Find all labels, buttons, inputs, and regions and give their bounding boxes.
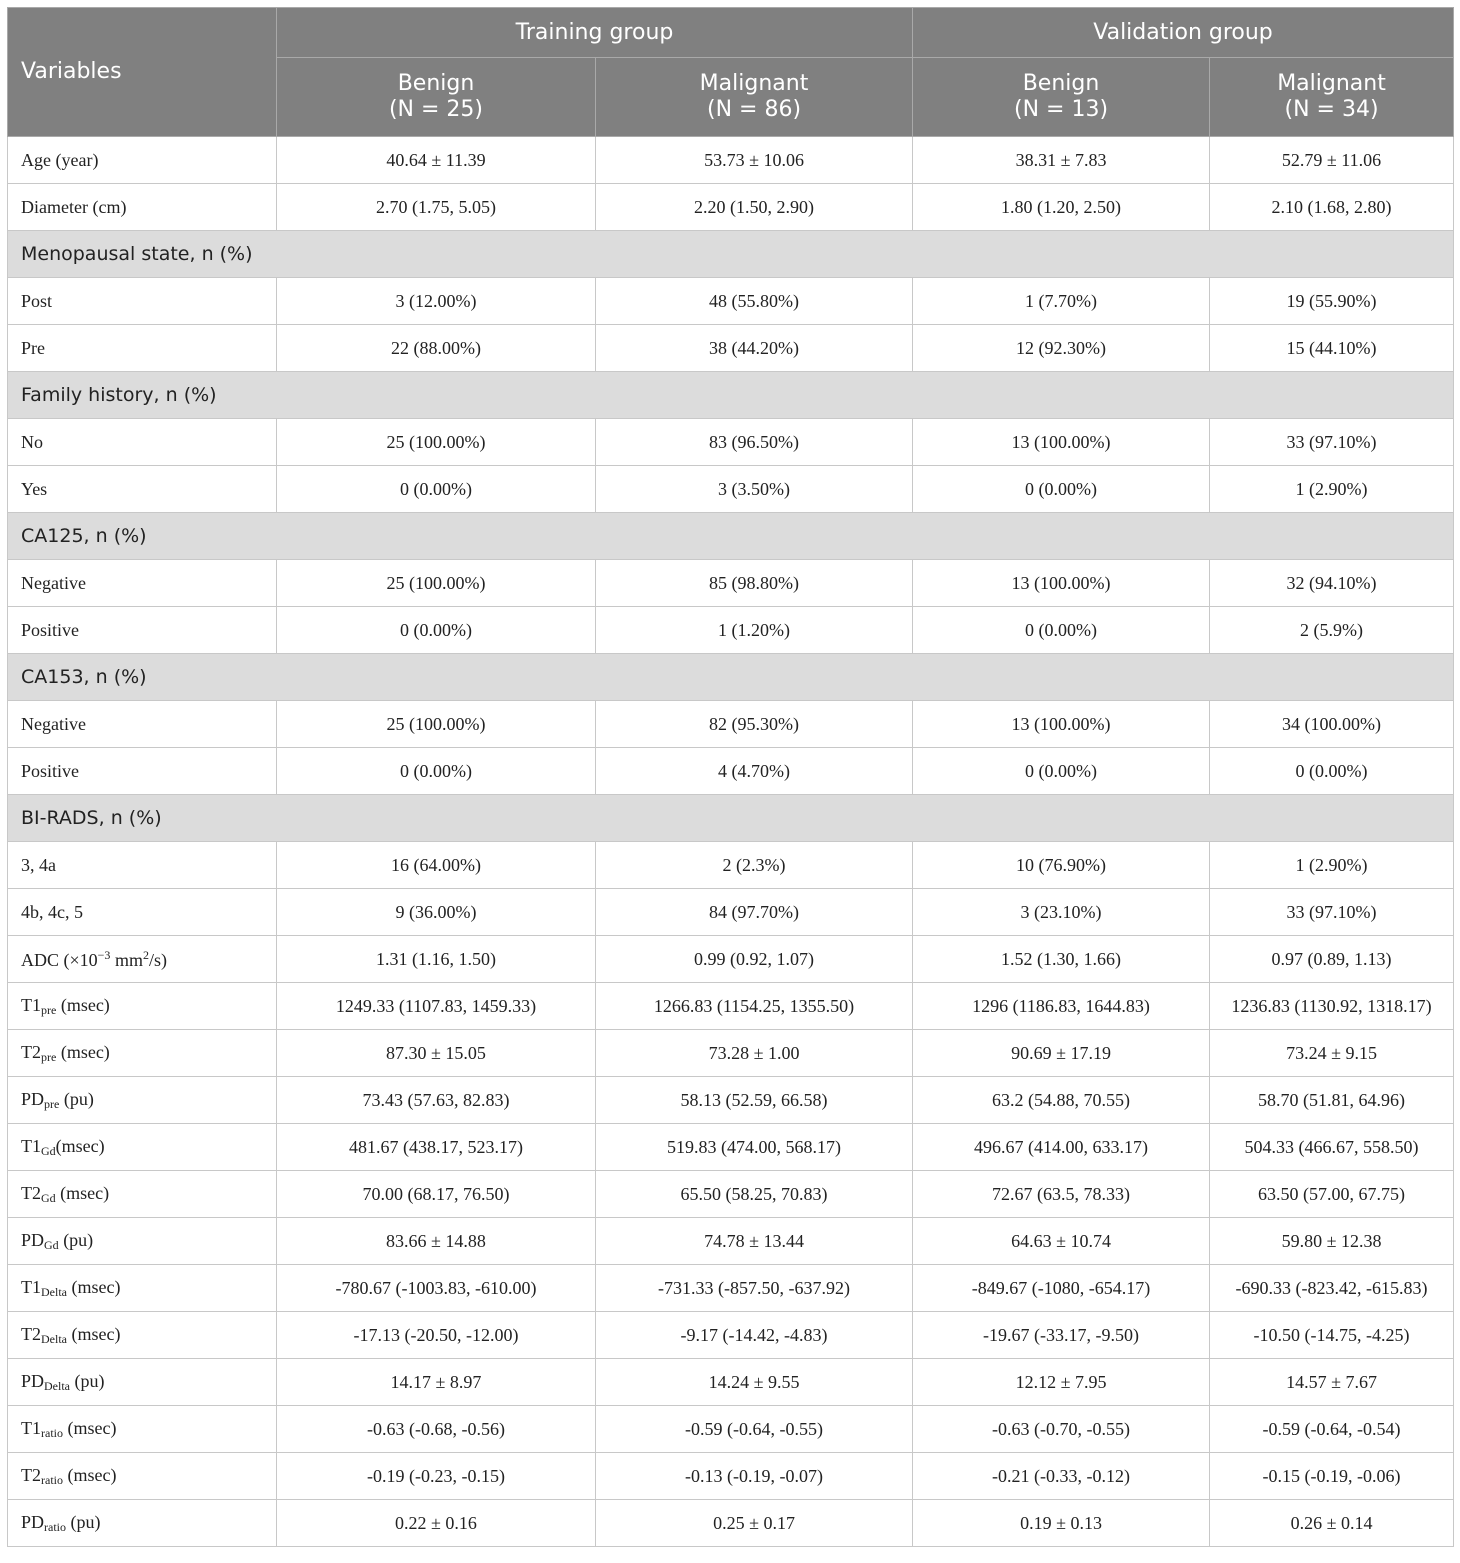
variable-unit: (pu) (58, 1229, 94, 1250)
col-n: (N = 86) (706, 97, 802, 122)
col-label: Malignant (699, 71, 809, 96)
value-cell: -0.13 (-0.19, -0.07) (596, 1453, 913, 1500)
value-cell: 13 (100.00%) (913, 560, 1210, 607)
table-row (8, 325, 1454, 372)
value-cell: 2.70 (1.75, 5.05) (277, 184, 596, 231)
table-body (8, 137, 1454, 1547)
value-cell: 3 (12.00%) (277, 278, 596, 325)
value-cell: 1 (2.90%) (1210, 842, 1454, 889)
table-row (8, 1312, 1454, 1359)
variable-superscript: 2 (142, 947, 149, 962)
value-cell: 52.79 ± 11.06 (1210, 137, 1454, 184)
variable-base: T1 (21, 1135, 41, 1156)
variable-name: No (8, 419, 277, 466)
value-cell: 4 (4.70%) (596, 748, 913, 795)
variable-subscript: Gd (41, 1143, 56, 1158)
value-cell: 13 (100.00%) (913, 701, 1210, 748)
value-cell: 19 (55.90%) (1210, 278, 1454, 325)
variable-name (8, 1312, 277, 1359)
variable-name: Negative (8, 701, 277, 748)
variable-unit: (pu) (70, 1370, 105, 1391)
col-n: (N = 13) (1013, 97, 1109, 122)
value-cell: 48 (55.80%) (596, 278, 913, 325)
value-cell: 25 (100.00%) (277, 419, 596, 466)
variable-base: T2 (21, 1041, 41, 1062)
value-cell: 10 (76.90%) (913, 842, 1210, 889)
value-cell: 1266.83 (1154.25, 1355.50) (596, 983, 913, 1030)
variable-name (8, 1359, 277, 1406)
table-row (8, 1218, 1454, 1265)
value-cell: -690.33 (-823.42, -615.83) (1210, 1265, 1454, 1312)
table-row (8, 701, 1454, 748)
value-cell: 0.22 ± 0.16 (277, 1500, 596, 1547)
variable-subscript: Gd (44, 1237, 59, 1252)
col-header-training-benign (277, 58, 596, 137)
value-cell: 63.2 (54.88, 70.55) (913, 1077, 1210, 1124)
value-cell: 481.67 (438.17, 523.17) (277, 1124, 596, 1171)
table-row (8, 1171, 1454, 1218)
variable-subscript: Delta (41, 1284, 67, 1299)
variable-unit: (pu) (66, 1511, 101, 1532)
value-cell: -731.33 (-857.50, -637.92) (596, 1265, 913, 1312)
value-cell: 0 (0.00%) (913, 607, 1210, 654)
variable-unit: (msec) (55, 1135, 105, 1156)
variable-name: Diameter (cm) (8, 184, 277, 231)
section-label: Menopausal state, n (%) (8, 231, 1454, 278)
variable-text: mm (110, 949, 143, 970)
value-cell: 83.66 ± 14.88 (277, 1218, 596, 1265)
value-cell: 14.17 ± 8.97 (277, 1359, 596, 1406)
variable-name (8, 1406, 277, 1453)
col-header-validation-malignant (1210, 58, 1454, 137)
value-cell: 58.13 (52.59, 66.58) (596, 1077, 913, 1124)
variable-subscript: pre (41, 1049, 57, 1064)
value-cell: 3 (3.50%) (596, 466, 913, 513)
header-row-groups (8, 8, 1454, 58)
variable-base: T2 (21, 1323, 41, 1344)
value-cell: 0 (0.00%) (277, 748, 596, 795)
value-cell: -780.67 (-1003.83, -610.00) (277, 1265, 596, 1312)
value-cell: 73.24 ± 9.15 (1210, 1030, 1454, 1077)
value-cell: 64.63 ± 10.74 (913, 1218, 1210, 1265)
variable-name (8, 1077, 277, 1124)
value-cell: 25 (100.00%) (277, 560, 596, 607)
section-row (8, 795, 1454, 842)
table-row (8, 842, 1454, 889)
value-cell: 1 (1.20%) (596, 607, 913, 654)
variable-subscript: ratio (41, 1472, 63, 1487)
value-cell: -9.17 (-14.42, -4.83) (596, 1312, 913, 1359)
variable-name: Negative (8, 560, 277, 607)
value-cell: 73.28 ± 1.00 (596, 1030, 913, 1077)
value-cell: 1.52 (1.30, 1.66) (913, 936, 1210, 983)
value-cell: -17.13 (-20.50, -12.00) (277, 1312, 596, 1359)
value-cell: 9 (36.00%) (277, 889, 596, 936)
table-row (8, 278, 1454, 325)
variable-text: ADC (×10 (21, 949, 98, 970)
variable-name (8, 1124, 277, 1171)
table-row (8, 1406, 1454, 1453)
col-n: (N = 25) (388, 97, 484, 122)
col-n: (N = 34) (1284, 97, 1379, 122)
value-cell: 0.97 (0.89, 1.13) (1210, 936, 1454, 983)
value-cell: -10.50 (-14.75, -4.25) (1210, 1312, 1454, 1359)
variables-header: Variables (8, 8, 277, 137)
variable-name (8, 1453, 277, 1500)
value-cell: 0.25 ± 0.17 (596, 1500, 913, 1547)
table-row (8, 184, 1454, 231)
value-cell: 0 (0.00%) (913, 748, 1210, 795)
variable-name (8, 983, 277, 1030)
value-cell: 12 (92.30%) (913, 325, 1210, 372)
variable-base: T1 (21, 1417, 41, 1438)
section-label: BI-RADS, n (%) (8, 795, 1454, 842)
variable-name: Positive (8, 748, 277, 795)
value-cell: 83 (96.50%) (596, 419, 913, 466)
table-row (8, 936, 1454, 983)
value-cell: 1.31 (1.16, 1.50) (277, 936, 596, 983)
variable-unit: (msec) (63, 1464, 117, 1485)
value-cell: 2.10 (1.68, 2.80) (1210, 184, 1454, 231)
value-cell: 1249.33 (1107.83, 1459.33) (277, 983, 596, 1030)
variable-base: PD (21, 1511, 45, 1532)
value-cell: 33 (97.10%) (1210, 419, 1454, 466)
value-cell: -0.59 (-0.64, -0.55) (596, 1406, 913, 1453)
value-cell: 40.64 ± 11.39 (277, 137, 596, 184)
variable-base: T2 (21, 1464, 41, 1485)
value-cell: 82 (95.30%) (596, 701, 913, 748)
table-header (8, 8, 1454, 137)
section-row (8, 231, 1454, 278)
value-cell: 12.12 ± 7.95 (913, 1359, 1210, 1406)
value-cell: 85 (98.80%) (596, 560, 913, 607)
table-row (8, 748, 1454, 795)
value-cell: 519.83 (474.00, 568.17) (596, 1124, 913, 1171)
value-cell: 15 (44.10%) (1210, 325, 1454, 372)
table-row (8, 419, 1454, 466)
value-cell: 0 (0.00%) (277, 466, 596, 513)
section-label: CA125, n (%) (8, 513, 1454, 560)
variable-base: T2 (21, 1182, 41, 1203)
variable-subscript: ratio (44, 1519, 67, 1534)
variable-name (8, 1265, 277, 1312)
value-cell: -0.19 (-0.23, -0.15) (277, 1453, 596, 1500)
value-cell: 73.43 (57.63, 82.83) (277, 1077, 596, 1124)
variable-base: PD (21, 1370, 45, 1391)
value-cell: 87.30 ± 15.05 (277, 1030, 596, 1077)
table-row (8, 560, 1454, 607)
variable-base: T1 (21, 994, 41, 1015)
section-row (8, 513, 1454, 560)
variable-name: Yes (8, 466, 277, 513)
variable-unit: (pu) (59, 1088, 94, 1109)
value-cell: 504.33 (466.67, 558.50) (1210, 1124, 1454, 1171)
table-row (8, 1265, 1454, 1312)
variable-name: Age (year) (8, 137, 277, 184)
value-cell: 2 (5.9%) (1210, 607, 1454, 654)
value-cell: 13 (100.00%) (913, 419, 1210, 466)
section-row (8, 372, 1454, 419)
value-cell: 0.19 ± 0.13 (913, 1500, 1210, 1547)
value-cell: 84 (97.70%) (596, 889, 913, 936)
col-header-training-malignant (596, 58, 913, 137)
validation-group-header: Validation group (913, 8, 1454, 58)
value-cell: 33 (97.10%) (1210, 889, 1454, 936)
variable-unit: (msec) (67, 1323, 121, 1344)
value-cell: 0.99 (0.92, 1.07) (596, 936, 913, 983)
clinical-characteristics-table (7, 7, 1454, 1547)
value-cell: -19.67 (-33.17, -9.50) (913, 1312, 1210, 1359)
table-row (8, 1500, 1454, 1547)
value-cell: 65.50 (58.25, 70.83) (596, 1171, 913, 1218)
variable-name (8, 936, 277, 983)
table-row (8, 607, 1454, 654)
section-row (8, 654, 1454, 701)
value-cell: -0.63 (-0.70, -0.55) (913, 1406, 1210, 1453)
value-cell: 14.24 ± 9.55 (596, 1359, 913, 1406)
variable-name: 3, 4a (8, 842, 277, 889)
value-cell: 0 (0.00%) (913, 466, 1210, 513)
value-cell: -849.67 (-1080, -654.17) (913, 1265, 1210, 1312)
table-row (8, 1453, 1454, 1500)
value-cell: 1.80 (1.20, 2.50) (913, 184, 1210, 231)
value-cell: -0.63 (-0.68, -0.56) (277, 1406, 596, 1453)
value-cell: 90.69 ± 17.19 (913, 1030, 1210, 1077)
value-cell: 74.78 ± 13.44 (596, 1218, 913, 1265)
variable-name (8, 1030, 277, 1077)
variable-base: T1 (21, 1276, 41, 1297)
training-group-header: Training group (277, 8, 913, 58)
variable-text: /s) (148, 949, 167, 970)
variable-name (8, 1171, 277, 1218)
variable-subscript: Delta (44, 1378, 71, 1393)
variable-subscript: pre (41, 1002, 57, 1017)
col-label: Malignant (1277, 71, 1386, 96)
variable-unit: (msec) (56, 994, 110, 1015)
table-row (8, 137, 1454, 184)
col-label: Benign (1022, 71, 1100, 96)
value-cell: 38 (44.20%) (596, 325, 913, 372)
table-row (8, 1359, 1454, 1406)
value-cell: 59.80 ± 12.38 (1210, 1218, 1454, 1265)
value-cell: 72.67 (63.5, 78.33) (913, 1171, 1210, 1218)
value-cell: 0.26 ± 0.14 (1210, 1500, 1454, 1547)
value-cell: 53.73 ± 10.06 (596, 137, 913, 184)
variable-superscript: −3 (97, 947, 111, 962)
variable-base: PD (21, 1088, 45, 1109)
variable-unit: (msec) (63, 1417, 117, 1438)
value-cell: 1 (2.90%) (1210, 466, 1454, 513)
value-cell: -0.59 (-0.64, -0.54) (1210, 1406, 1454, 1453)
section-label: Family history, n (%) (8, 372, 1454, 419)
value-cell: 0 (0.00%) (277, 607, 596, 654)
value-cell: 32 (94.10%) (1210, 560, 1454, 607)
variable-name: Positive (8, 607, 277, 654)
variable-name (8, 1218, 277, 1265)
col-header-validation-benign (913, 58, 1210, 137)
value-cell: 0 (0.00%) (1210, 748, 1454, 795)
variable-unit: (msec) (55, 1182, 110, 1203)
value-cell: 58.70 (51.81, 64.96) (1210, 1077, 1454, 1124)
table-row (8, 1124, 1454, 1171)
variable-name: Pre (8, 325, 277, 372)
value-cell: -0.21 (-0.33, -0.12) (913, 1453, 1210, 1500)
variable-name: Post (8, 278, 277, 325)
value-cell: 25 (100.00%) (277, 701, 596, 748)
value-cell: 1296 (1186.83, 1644.83) (913, 983, 1210, 1030)
value-cell: 3 (23.10%) (913, 889, 1210, 936)
variable-unit: (msec) (56, 1041, 110, 1062)
table-row (8, 983, 1454, 1030)
value-cell: 16 (64.00%) (277, 842, 596, 889)
value-cell: 34 (100.00%) (1210, 701, 1454, 748)
variable-unit: (msec) (67, 1276, 121, 1297)
variable-subscript: ratio (41, 1425, 63, 1440)
col-label: Benign (397, 71, 475, 96)
value-cell: 2 (2.3%) (596, 842, 913, 889)
variable-base: PD (21, 1229, 45, 1250)
value-cell: 1236.83 (1130.92, 1318.17) (1210, 983, 1454, 1030)
value-cell: 63.50 (57.00, 67.75) (1210, 1171, 1454, 1218)
value-cell: 1 (7.70%) (913, 278, 1210, 325)
value-cell: 14.57 ± 7.67 (1210, 1359, 1454, 1406)
value-cell: -0.15 (-0.19, -0.06) (1210, 1453, 1454, 1500)
table-row (8, 1030, 1454, 1077)
table-row (8, 1077, 1454, 1124)
variable-subscript: Delta (41, 1331, 67, 1346)
value-cell: 496.67 (414.00, 633.17) (913, 1124, 1210, 1171)
variable-name (8, 1500, 277, 1547)
section-label: CA153, n (%) (8, 654, 1454, 701)
value-cell: 2.20 (1.50, 2.90) (596, 184, 913, 231)
variable-name: 4b, 4c, 5 (8, 889, 277, 936)
value-cell: 38.31 ± 7.83 (913, 137, 1210, 184)
value-cell: 70.00 (68.17, 76.50) (277, 1171, 596, 1218)
variable-subscript: Gd (41, 1190, 56, 1205)
value-cell: 22 (88.00%) (277, 325, 596, 372)
table-row (8, 889, 1454, 936)
variable-subscript: pre (44, 1096, 60, 1111)
table-row (8, 466, 1454, 513)
